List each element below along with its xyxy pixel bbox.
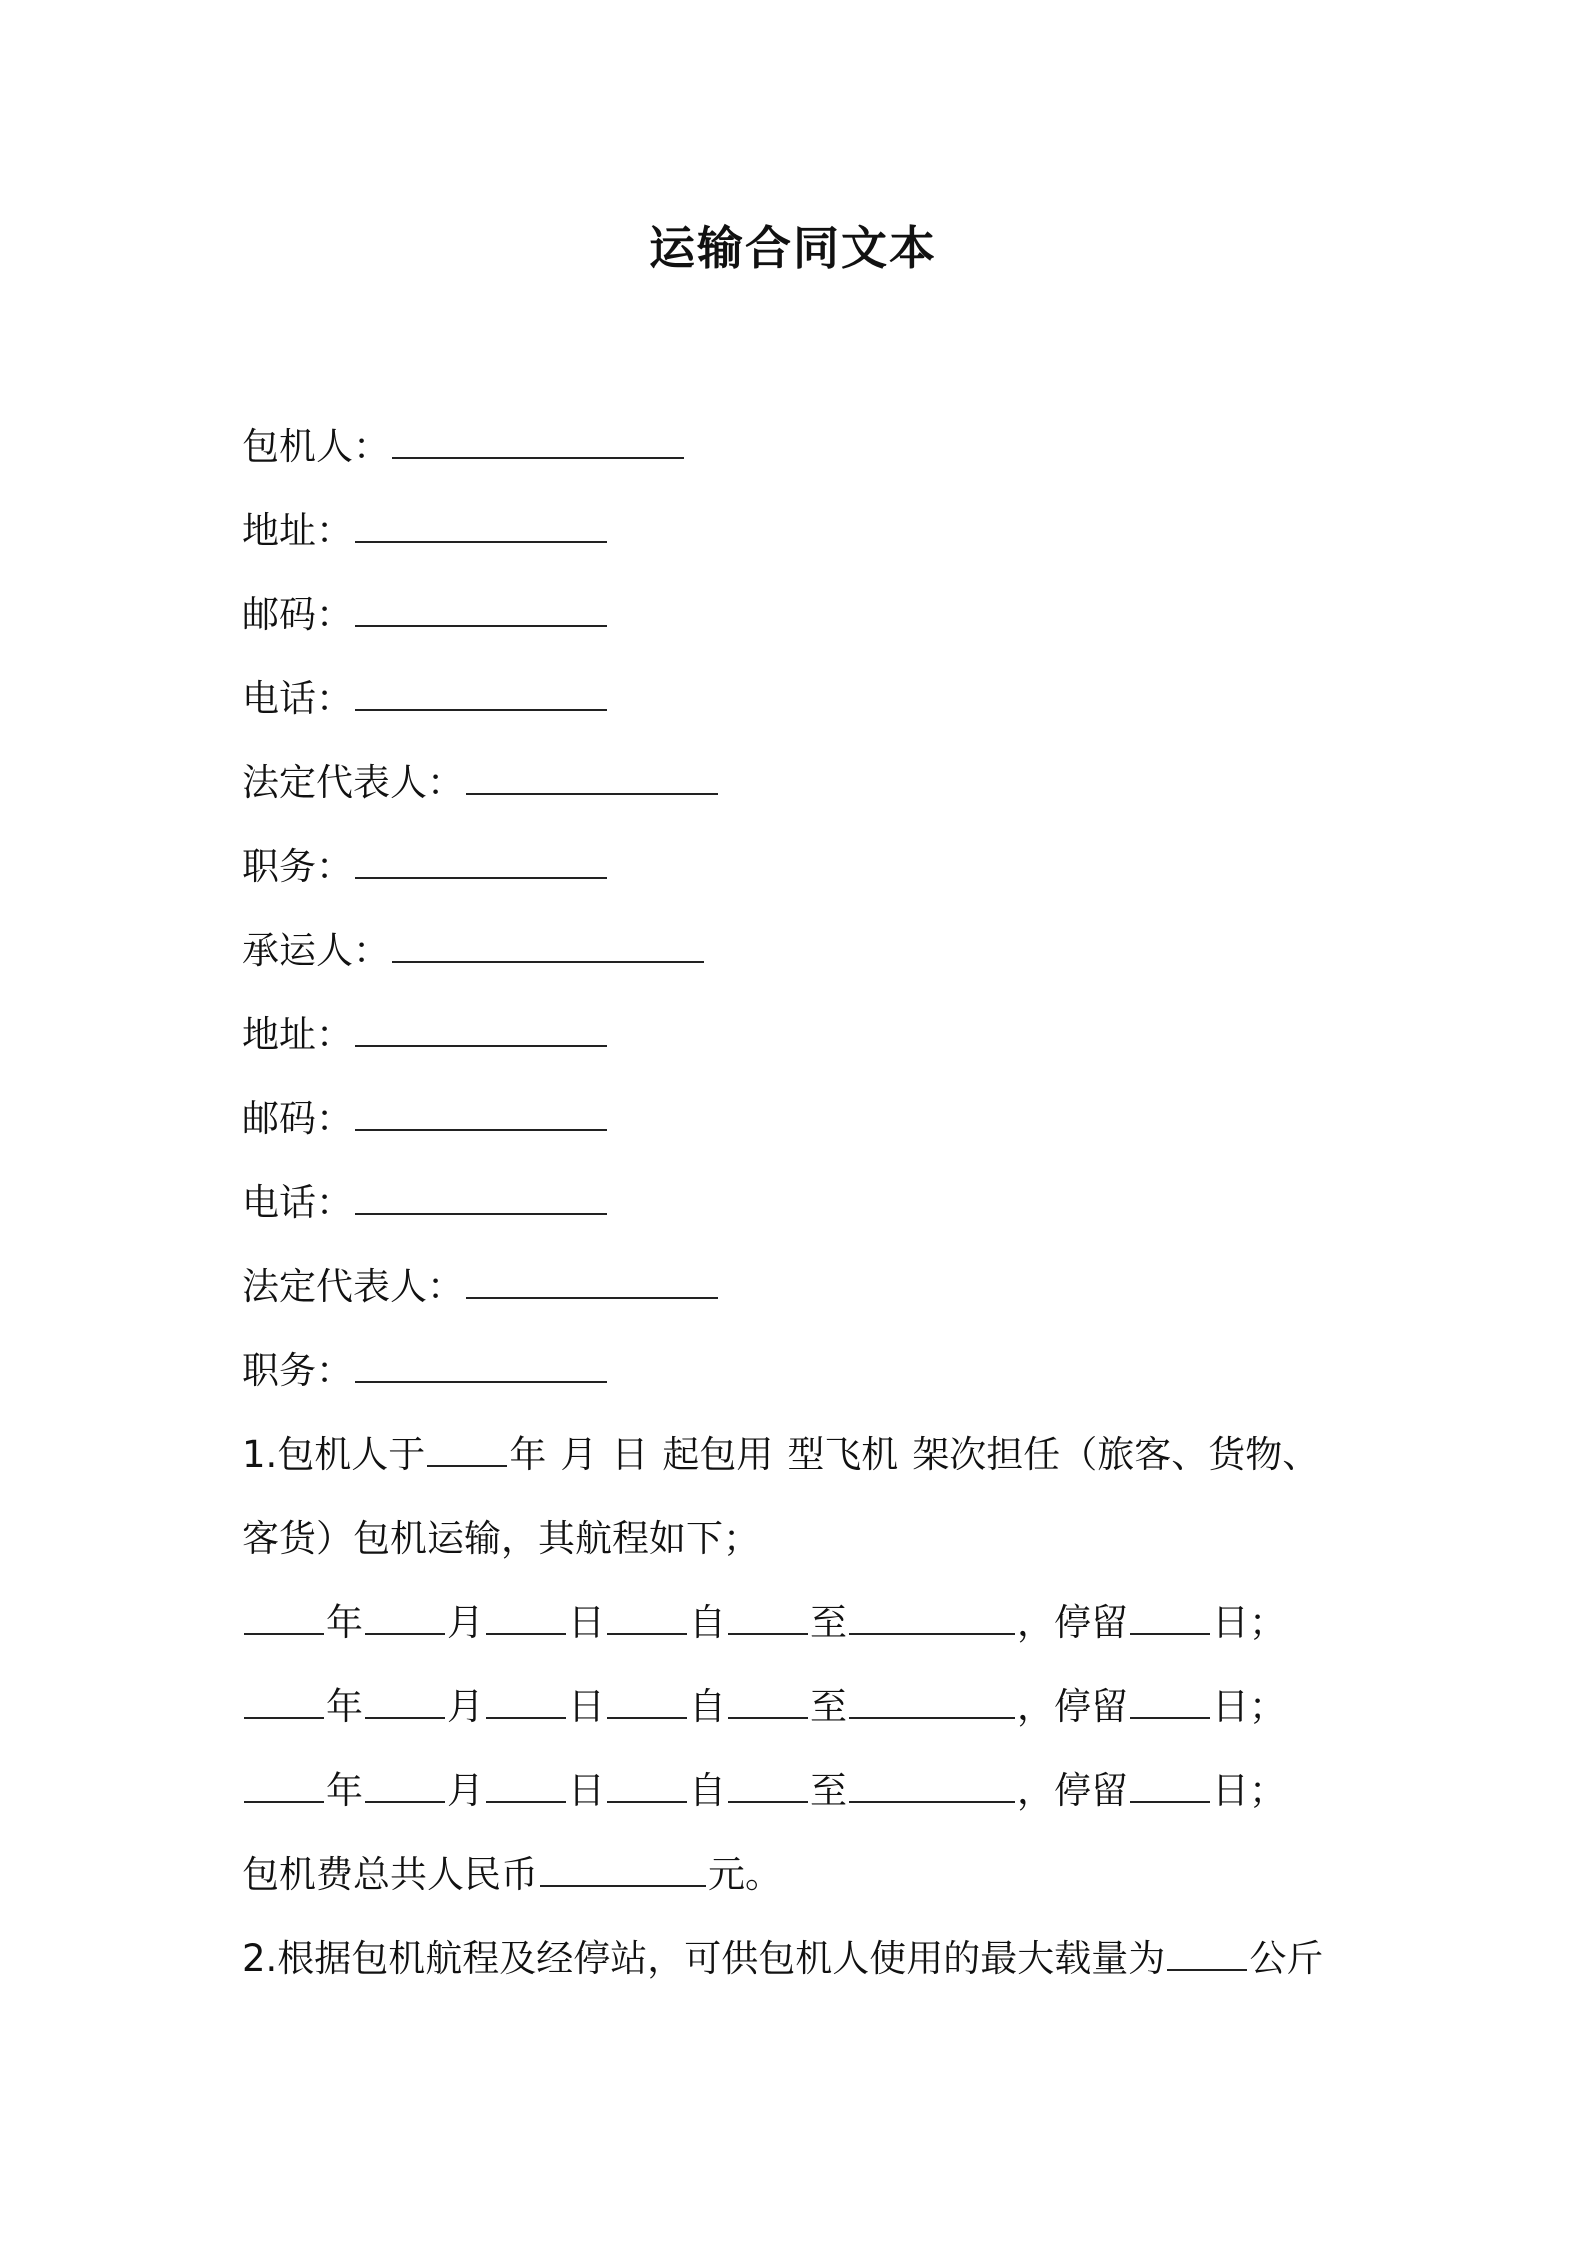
itinerary-day-blank[interactable] [486, 1773, 566, 1803]
itinerary-stay-label: ，停留 [1017, 1769, 1128, 1812]
itinerary-month-blank[interactable] [365, 1773, 445, 1803]
clause1-prefix: 1.包机人于 [242, 1433, 426, 1476]
clause1-month: 月 [560, 1433, 598, 1476]
itinerary-from-blank[interactable] [607, 1773, 687, 1803]
itinerary-to-label: 至 [810, 1769, 847, 1812]
itinerary-destination-blank[interactable] [849, 1689, 1015, 1719]
contract-body [242, 405, 1372, 2001]
itinerary-year-label: 年 [326, 1601, 363, 1644]
clause2-load-blank[interactable] [1167, 1941, 1247, 1971]
carrier-position-line [242, 1329, 1372, 1413]
charterer-address-label: 地址： [242, 509, 353, 552]
clause2-line [242, 1917, 1372, 2001]
fee-line [242, 1833, 1372, 1917]
fee-amount-blank[interactable] [540, 1857, 706, 1887]
itinerary-stay-blank[interactable] [1130, 1689, 1210, 1719]
carrier-name-blank[interactable] [392, 933, 704, 963]
itinerary-stay-day-label: 日； [1212, 1769, 1286, 1812]
itinerary-destination-blank[interactable] [849, 1773, 1015, 1803]
itinerary-year-blank[interactable] [244, 1605, 324, 1635]
itinerary-row [242, 1665, 1372, 1749]
carrier-name-line [242, 909, 1372, 993]
itinerary-month-label: 月 [447, 1601, 484, 1644]
itinerary-to-blank[interactable] [728, 1605, 808, 1635]
itinerary-stay-blank[interactable] [1130, 1605, 1210, 1635]
carrier-position-blank[interactable] [355, 1353, 607, 1383]
itinerary-from-blank[interactable] [607, 1689, 687, 1719]
clause1-start-blank[interactable] [427, 1437, 507, 1467]
itinerary-row [242, 1749, 1372, 1833]
clause1-sorties: 架次担任（旅客、货物、 [912, 1433, 1320, 1476]
charterer-name-label: 包机人： [242, 425, 390, 468]
itinerary-stay-blank[interactable] [1130, 1773, 1210, 1803]
carrier-postcode-line [242, 1077, 1372, 1161]
itinerary-to-blank[interactable] [728, 1773, 808, 1803]
clause1-line2-text: 客货）包机运输，其航程如下； [242, 1517, 760, 1560]
carrier-address-blank[interactable] [355, 1017, 607, 1047]
charterer-name-blank[interactable] [392, 429, 684, 459]
itinerary-from-label: 自 [689, 1769, 726, 1812]
charterer-postcode-label: 邮码： [242, 593, 353, 636]
carrier-phone-line [242, 1161, 1372, 1245]
itinerary-stay-day-label: 日； [1212, 1685, 1286, 1728]
itinerary-stay-label: ，停留 [1017, 1685, 1128, 1728]
itinerary-to-blank[interactable] [728, 1689, 808, 1719]
itinerary-month-label: 月 [447, 1769, 484, 1812]
clause1-day: 日 [611, 1433, 649, 1476]
charterer-postcode-line [242, 573, 1372, 657]
clause2-unit: 公斤 [1249, 1937, 1324, 1980]
clause1-from-use: 起包用 [662, 1433, 774, 1476]
carrier-legal-rep-line [242, 1245, 1372, 1329]
charterer-phone-label: 电话： [242, 677, 353, 720]
fee-prefix: 包机费总共人民币 [242, 1853, 538, 1896]
carrier-address-line [242, 993, 1372, 1077]
charterer-position-label: 职务： [242, 845, 353, 888]
itinerary-to-label: 至 [810, 1601, 847, 1644]
document-title: 运输合同文本 [649, 221, 937, 275]
itinerary-from-blank[interactable] [607, 1605, 687, 1635]
itinerary-year-blank[interactable] [244, 1773, 324, 1803]
clause2-text: 2.根据包机航程及经停站，可供包机人使用的最大载量为 [242, 1937, 1166, 1980]
clause1-line2 [242, 1497, 1372, 1581]
charterer-address-blank[interactable] [355, 513, 607, 543]
carrier-legal-rep-blank[interactable] [466, 1269, 718, 1299]
itinerary-destination-blank[interactable] [849, 1605, 1015, 1635]
itinerary-day-blank[interactable] [486, 1689, 566, 1719]
carrier-postcode-label: 邮码： [242, 1097, 353, 1140]
carrier-legal-rep-label: 法定代表人： [242, 1265, 464, 1308]
itinerary-to-label: 至 [810, 1685, 847, 1728]
itinerary-month-blank[interactable] [365, 1689, 445, 1719]
carrier-name-label: 承运人： [242, 929, 390, 972]
charterer-position-blank[interactable] [355, 849, 607, 879]
itinerary-day-blank[interactable] [486, 1605, 566, 1635]
itinerary-from-label: 自 [689, 1601, 726, 1644]
carrier-position-label: 职务： [242, 1349, 353, 1392]
carrier-phone-blank[interactable] [355, 1185, 607, 1215]
clause1-line1 [242, 1413, 1372, 1497]
fee-suffix: 元。 [708, 1853, 782, 1896]
itinerary-month-blank[interactable] [365, 1605, 445, 1635]
charterer-address-line [242, 489, 1372, 573]
clause1-type-plane: 型飞机 [787, 1433, 899, 1476]
charterer-phone-line [242, 657, 1372, 741]
itinerary-stay-day-label: 日； [1212, 1601, 1286, 1644]
charterer-position-line [242, 825, 1372, 909]
clause1-year: 年 [509, 1433, 547, 1476]
itinerary-day-label: 日 [568, 1685, 605, 1728]
charterer-name-line [242, 405, 1372, 489]
charterer-legal-rep-label: 法定代表人： [242, 761, 464, 804]
itinerary-year-label: 年 [326, 1769, 363, 1812]
charterer-phone-blank[interactable] [355, 681, 607, 711]
itinerary-year-label: 年 [326, 1685, 363, 1728]
itinerary-month-label: 月 [447, 1685, 484, 1728]
itinerary-year-blank[interactable] [244, 1689, 324, 1719]
itinerary-row [242, 1581, 1372, 1665]
charterer-legal-rep-blank[interactable] [466, 765, 718, 795]
carrier-address-label: 地址： [242, 1013, 353, 1056]
carrier-postcode-blank[interactable] [355, 1101, 607, 1131]
charterer-legal-rep-line [242, 741, 1372, 825]
charterer-postcode-blank[interactable] [355, 597, 607, 627]
itinerary-day-label: 日 [568, 1601, 605, 1644]
itinerary-day-label: 日 [568, 1769, 605, 1812]
itinerary-from-label: 自 [689, 1685, 726, 1728]
carrier-phone-label: 电话： [242, 1181, 353, 1224]
itinerary-stay-label: ，停留 [1017, 1601, 1128, 1644]
